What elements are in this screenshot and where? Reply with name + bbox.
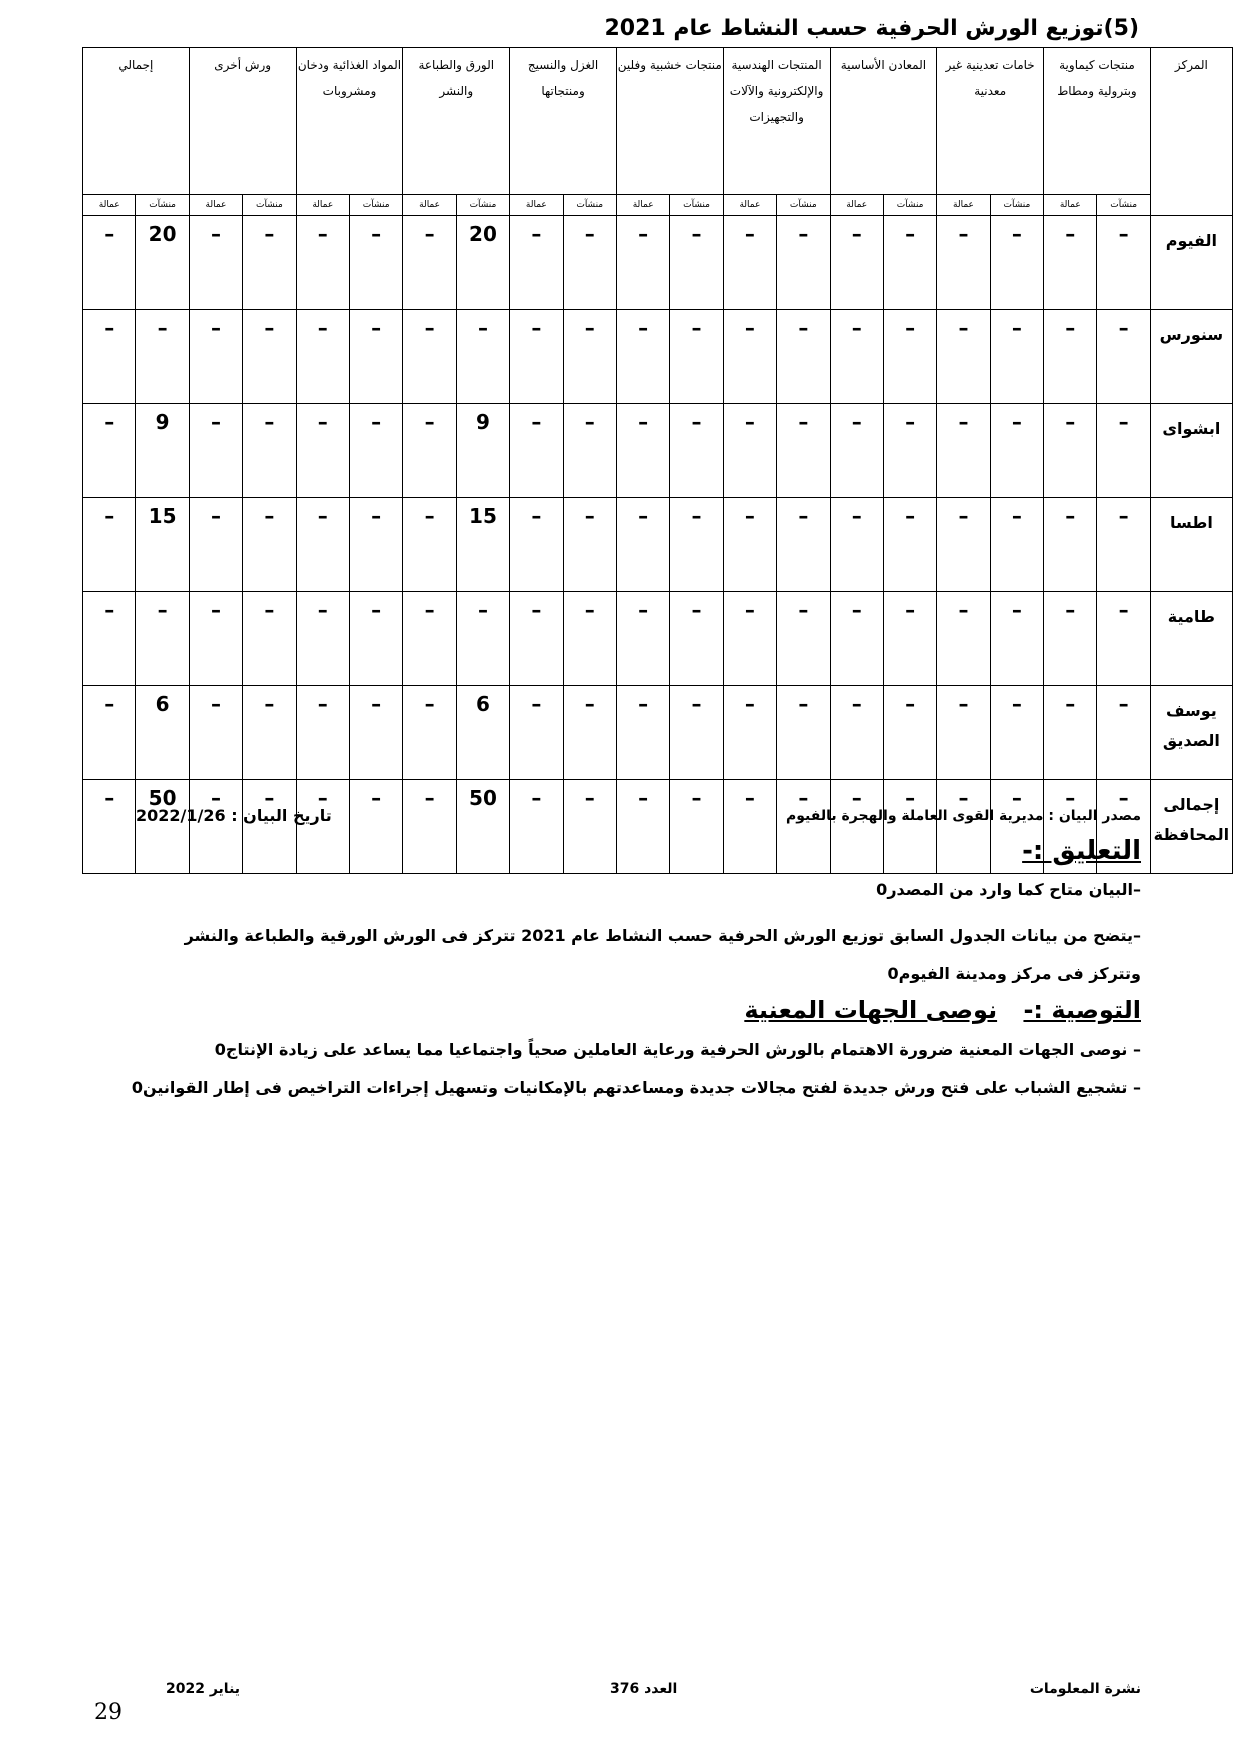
sub-header-labor: عمالة <box>937 195 990 216</box>
establishments-cell: 15 <box>136 498 189 592</box>
labor-cell: – <box>296 592 349 686</box>
establishments-cell: 6 <box>456 686 509 780</box>
labor-cell: – <box>510 592 563 686</box>
establishments-cell: – <box>563 404 616 498</box>
comment-line: –يتضح من بيانات الجدول السابق توزيع الورش الحرفية حسب النشاط عام 2021 تتركز فى الورش الورقية والطباعة والنشر <box>184 926 1141 945</box>
establishments-cell: – <box>456 310 509 404</box>
sub-header-establishments: منشآت <box>990 195 1043 216</box>
labor-cell: – <box>189 216 242 310</box>
establishments-cell: – <box>349 216 402 310</box>
center-name: سنورس <box>1150 310 1232 404</box>
labor-cell: – <box>510 216 563 310</box>
recommendation-line: – تشجيع الشباب على فتح ورش جديدة لفتح مجالات جديدة ومساعدتهم بالإمكانيات وتسهيل إجراءات التراخيص فى إطار القوانين0 <box>131 1078 1141 1097</box>
sub-header-establishments: منشآت <box>670 195 723 216</box>
establishments-cell: – <box>136 310 189 404</box>
labor-cell: – <box>830 310 883 404</box>
establishments-cell: – <box>883 686 936 780</box>
labor-cell: – <box>189 310 242 404</box>
establishments-cell: – <box>1097 592 1150 686</box>
sub-header-labor: عمالة <box>723 195 776 216</box>
table-title: (5)توزيع الورش الحرفية حسب النشاط عام 2021 <box>604 16 1139 41</box>
center-name: يوسف الصديق <box>1150 686 1232 780</box>
comment-line: وتتركز فى مركز ومدينة الفيوم0 <box>887 964 1141 983</box>
group-header: ورش أخرى <box>189 48 296 195</box>
labor-cell: – <box>1044 498 1097 592</box>
establishments-cell: – <box>349 498 402 592</box>
recommendation-heading <box>744 996 1141 1024</box>
labor-cell: – <box>1044 404 1097 498</box>
labor-cell: – <box>83 780 136 874</box>
labor-cell: – <box>937 686 990 780</box>
establishments-cell: – <box>1097 686 1150 780</box>
establishments-cell: – <box>1097 780 1150 874</box>
center-header: المركز <box>1150 48 1232 216</box>
labor-cell: – <box>403 592 456 686</box>
page-number: 29 <box>94 1700 122 1725</box>
labor-cell: – <box>616 592 669 686</box>
group-header: منتجات كيماوية وبترولية ومطاط <box>1044 48 1151 195</box>
group-header: إجمالي <box>83 48 190 195</box>
table-row <box>83 404 1233 498</box>
labor-cell: – <box>296 498 349 592</box>
labor-cell: – <box>830 216 883 310</box>
group-header: منتجات خشبية وفلين <box>616 48 723 195</box>
labor-cell: – <box>510 780 563 874</box>
sub-header-labor: عمالة <box>189 195 242 216</box>
establishments-cell: – <box>670 404 723 498</box>
table-row <box>83 216 1233 310</box>
sub-header-establishments: منشآت <box>883 195 936 216</box>
labor-cell: – <box>723 404 776 498</box>
labor-cell: – <box>616 780 669 874</box>
establishments-cell: – <box>243 780 296 874</box>
labor-cell: – <box>510 310 563 404</box>
establishments-cell: 15 <box>456 498 509 592</box>
establishments-cell: – <box>777 686 830 780</box>
sub-header-row <box>83 195 1233 216</box>
table-row <box>83 498 1233 592</box>
establishments-cell: – <box>777 780 830 874</box>
labor-cell: – <box>189 498 242 592</box>
labor-cell: – <box>616 310 669 404</box>
center-name: إجمالى المحافظة <box>1150 780 1232 874</box>
workshops-table <box>82 47 1233 874</box>
labor-cell: – <box>83 498 136 592</box>
labor-cell: – <box>723 310 776 404</box>
group-header: الغزل والنسيج ومنتجاتها <box>510 48 617 195</box>
establishments-cell: – <box>883 498 936 592</box>
labor-cell: – <box>616 686 669 780</box>
labor-cell: – <box>296 404 349 498</box>
labor-cell: – <box>616 498 669 592</box>
labor-cell: – <box>403 498 456 592</box>
comment-heading: التعليق :- <box>1022 836 1141 866</box>
establishments-cell: – <box>670 310 723 404</box>
labor-cell: – <box>296 686 349 780</box>
establishments-cell: – <box>563 498 616 592</box>
group-header: خامات تعدينية غير معدنية <box>937 48 1044 195</box>
labor-cell: – <box>296 310 349 404</box>
comment-line: –البيان متاح كما وارد من المصدر0 <box>876 880 1141 899</box>
establishments-cell: – <box>349 592 402 686</box>
labor-cell: – <box>403 404 456 498</box>
labor-cell: – <box>1044 310 1097 404</box>
recommendation-target: نوصى الجهات المعنية <box>744 996 998 1024</box>
sub-header-labor: عمالة <box>296 195 349 216</box>
labor-cell: – <box>83 310 136 404</box>
table-row <box>83 592 1233 686</box>
establishments-cell: – <box>883 592 936 686</box>
labor-cell: – <box>296 216 349 310</box>
labor-cell: – <box>1044 592 1097 686</box>
establishments-cell: – <box>1097 498 1150 592</box>
recommendation-line: – نوصى الجهات المعنية ضرورة الاهتمام بالورش الحرفية ورعاية العاملين صحياً واجتماعيا مما يساعد على زيادة الإنتاج0 <box>214 1040 1141 1059</box>
labor-cell: – <box>616 216 669 310</box>
labor-cell: – <box>616 404 669 498</box>
labor-cell: – <box>937 780 990 874</box>
center-name: اطسا <box>1150 498 1232 592</box>
labor-cell: – <box>830 780 883 874</box>
establishments-cell: – <box>136 592 189 686</box>
labor-cell: – <box>830 592 883 686</box>
establishments-cell: – <box>990 404 1043 498</box>
establishments-cell: 6 <box>136 686 189 780</box>
establishments-cell: – <box>990 686 1043 780</box>
labor-cell: – <box>189 780 242 874</box>
labor-cell: – <box>830 498 883 592</box>
labor-cell: – <box>189 404 242 498</box>
establishments-cell: – <box>243 216 296 310</box>
group-header: المواد الغذائية ودخان ومشروبات <box>296 48 403 195</box>
establishments-cell: – <box>883 404 936 498</box>
establishments-cell: – <box>349 686 402 780</box>
footer-publication: نشرة المعلومات <box>1029 1681 1141 1697</box>
establishments-cell: – <box>777 498 830 592</box>
labor-cell: – <box>83 592 136 686</box>
establishments-cell: – <box>243 498 296 592</box>
establishments-cell: 50 <box>456 780 509 874</box>
sub-header-labor: عمالة <box>830 195 883 216</box>
group-header: المنتجات الهندسية والإلكترونية والآلات والتجهيزات <box>723 48 830 195</box>
sub-header-establishments: منشآت <box>777 195 830 216</box>
establishments-cell: – <box>243 686 296 780</box>
labor-cell: – <box>1044 686 1097 780</box>
labor-cell: – <box>189 592 242 686</box>
group-header: الورق والطباعة والنشر <box>403 48 510 195</box>
establishments-cell: 9 <box>136 404 189 498</box>
table-row <box>83 686 1233 780</box>
establishments-cell: – <box>243 310 296 404</box>
establishments-cell: – <box>670 498 723 592</box>
labor-cell: – <box>723 780 776 874</box>
sub-header-establishments: منشآت <box>349 195 402 216</box>
labor-cell: – <box>830 686 883 780</box>
establishments-cell: – <box>563 310 616 404</box>
establishments-cell: – <box>243 592 296 686</box>
establishments-cell: – <box>563 592 616 686</box>
labor-cell: – <box>723 216 776 310</box>
labor-cell: – <box>830 404 883 498</box>
establishments-cell: 9 <box>456 404 509 498</box>
labor-cell: – <box>510 404 563 498</box>
establishments-cell: – <box>563 216 616 310</box>
establishments-cell: – <box>563 686 616 780</box>
labor-cell: – <box>723 686 776 780</box>
establishments-cell: – <box>990 498 1043 592</box>
sub-header-establishments: منشآت <box>243 195 296 216</box>
establishments-cell: – <box>1097 216 1150 310</box>
establishments-cell: – <box>243 404 296 498</box>
establishments-cell: 20 <box>456 216 509 310</box>
sub-header-establishments: منشآت <box>1097 195 1150 216</box>
labor-cell: – <box>83 404 136 498</box>
labor-cell: – <box>1044 780 1097 874</box>
establishments-cell: – <box>990 216 1043 310</box>
establishments-cell: – <box>990 310 1043 404</box>
labor-cell: – <box>937 404 990 498</box>
labor-cell: – <box>403 310 456 404</box>
center-name: طامية <box>1150 592 1232 686</box>
labor-cell: – <box>723 498 776 592</box>
sub-header-labor: عمالة <box>510 195 563 216</box>
establishments-cell: – <box>990 592 1043 686</box>
establishments-cell: – <box>777 310 830 404</box>
labor-cell: – <box>296 780 349 874</box>
establishments-cell: – <box>670 780 723 874</box>
establishments-cell: 20 <box>136 216 189 310</box>
establishments-cell: – <box>670 686 723 780</box>
center-name: الفيوم <box>1150 216 1232 310</box>
center-name: ابشواى <box>1150 404 1232 498</box>
labor-cell: – <box>510 498 563 592</box>
labor-cell: – <box>510 686 563 780</box>
establishments-cell: 50 <box>136 780 189 874</box>
establishments-cell: – <box>883 310 936 404</box>
labor-cell: – <box>83 686 136 780</box>
sub-header-labor: عمالة <box>83 195 136 216</box>
establishments-cell: – <box>670 592 723 686</box>
establishments-cell: – <box>777 592 830 686</box>
establishments-cell: – <box>883 216 936 310</box>
labor-cell: – <box>1044 216 1097 310</box>
establishments-cell: – <box>990 780 1043 874</box>
establishments-cell: – <box>670 216 723 310</box>
data-source: مصدر البيان : مديرية القوى العاملة والهجرة بالفيوم <box>786 808 1141 824</box>
recommendation-title: التوصية :- <box>1023 996 1141 1024</box>
sub-header-establishments: منشآت <box>563 195 616 216</box>
sub-header-labor: عمالة <box>1044 195 1097 216</box>
labor-cell: – <box>937 216 990 310</box>
sub-header-establishments: منشآت <box>456 195 509 216</box>
establishments-cell: – <box>456 592 509 686</box>
group-header: المعادن الأساسية <box>830 48 937 195</box>
establishments-cell: – <box>349 780 402 874</box>
sub-header-labor: عمالة <box>403 195 456 216</box>
establishments-cell: – <box>1097 404 1150 498</box>
establishments-cell: – <box>777 216 830 310</box>
labor-cell: – <box>937 592 990 686</box>
establishments-cell: – <box>349 310 402 404</box>
labor-cell: – <box>189 686 242 780</box>
labor-cell: – <box>83 216 136 310</box>
data-date: تاريخ البيان : 2022/1/26 <box>136 806 332 825</box>
labor-cell: – <box>403 686 456 780</box>
table-row <box>83 310 1233 404</box>
table-body <box>83 216 1233 874</box>
establishments-cell: – <box>349 404 402 498</box>
group-header-row <box>83 48 1233 195</box>
labor-cell: – <box>403 216 456 310</box>
sub-header-establishments: منشآت <box>136 195 189 216</box>
labor-cell: – <box>723 592 776 686</box>
footer-date: يناير 2022 <box>166 1681 241 1697</box>
footer-issue: العدد 376 <box>610 1681 678 1697</box>
sub-header-labor: عمالة <box>616 195 669 216</box>
establishments-cell: – <box>1097 310 1150 404</box>
establishments-cell: – <box>883 780 936 874</box>
labor-cell: – <box>403 780 456 874</box>
labor-cell: – <box>937 498 990 592</box>
establishments-cell: – <box>563 780 616 874</box>
labor-cell: – <box>937 310 990 404</box>
establishments-cell: – <box>777 404 830 498</box>
